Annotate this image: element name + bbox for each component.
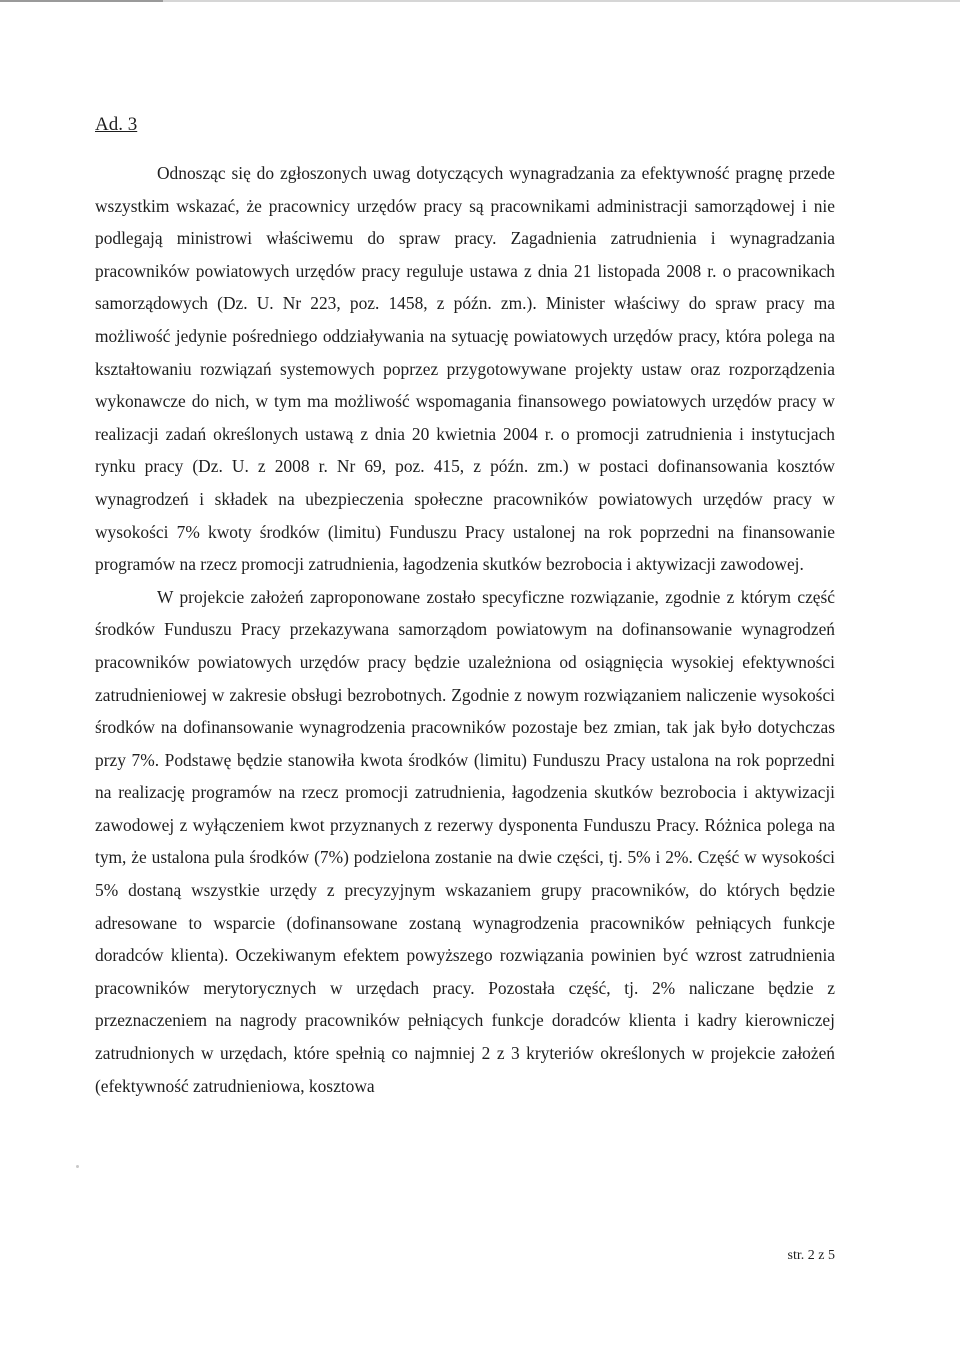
paragraph-2: W projekcie założeń zaproponowane zostało specyficzne rozwiązanie, zgodnie z którym część środków Funduszu Pracy przekazywana samorządom powiatowym na dofinansowanie wynagrodzeń pracowników powiatowych urzędów pracy będzie uzależniona od osiągnięcia wysokiej efektywności zatrudnieniowej w zakresie obsługi bezrobotnych. Zgodnie z nowym rozwiązaniem naliczenie wysokości środków na dofinansowanie wynagrodzenia pracowników pozostaje bez zmian, tak jak było dotychczas przy 7%. Podstawę będzie stanowiła kwota środków (limitu) Funduszu Pracy ustalona na rok poprzedni na realizację programów na rzecz promocji zatrudnienia, łagodzenia skutków bezrobocia i aktywizacji zawodowej z wyłączeniem kwot przyznanych z rezerwy dysponenta Funduszu Pracy. Różnica polega na tym, że ustalona pula środków (7%) podzielona zostanie na dwie części, tj. 5% i 2%. Część w wysokości 5% dostaną wszystkie urzędy z precyzyjnym wskazaniem grupy pracowników, do których będzie adresowane to wsparcie (dofinansowane zostaną wynagrodzenia pracowników pełniących funkcje doradców klienta). Oczekiwanym efektem powyższego rozwiązania powinien być wzrost zatrudnienia pracowników merytorycznych w urzędach pracy. Pozostała część, tj. 2% naliczane będzie z przeznaczeniem na nagrody pracowników pełniących funkcje doradców klienta i kadry kierowniczej zatrudnionych w urzędach, które spełnią co najmniej 2 z 3 kryteriów określonych w projekcie założeń (efektywność zatrudnieniowa, kosztowa: [95, 586, 835, 1096]
scan-edge-line: [0, 0, 960, 2]
page-number: str. 2 z 5: [787, 1248, 835, 1263]
document-page: [95, 111, 835, 1102]
scan-speck: [76, 1165, 79, 1168]
section-heading: Ad. 3: [95, 114, 138, 135]
paragraph-1: Odnosząc się do zgłoszonych uwag dotyczących wynagradzania za efektywność pragnę przede wszystkim wskazać, że pracownicy urzędów pracy są pracownikami administracji samorządowej i nie podlegają ministrowi właściwemu do spraw pracy. Zagadnienia zatrudnienia i wynagradzania pracowników powiatowych urzędów pracy reguluje ustawa z dnia 21 listopada 2008 r. o pracownikach samorządowych (Dz. U. Nr 223, poz. 1458, z późn. zm.). Minister właściwy do spraw pracy ma możliwość jedynie pośredniego oddziaływania na sytuację powiatowych urzędów pracy, która polega na kształtowaniu rozwiązań systemowych poprzez przygotowywane projekty ustaw oraz rozporządzenia wykonawcze do nich, w tym ma możliwość wspomagania finansowego powiatowych urzędów pracy w realizacji zadań określonych ustawą z dnia 20 kwietnia 2004 r. o promocji zatrudnienia i instytucjach rynku pracy (Dz. U. z 2008 r. Nr 69, poz. 415, z późn. zm.) w postaci dofinansowania kosztów wynagrodzeń i składek na ubezpieczenia społeczne pracowników powiatowych urzędów pracy w wysokości 7% kwoty środków (limitu) Funduszu Pracy ustalonej na rok poprzedni na finansowanie programów na rzecz promocji zatrudnienia, łagodzenia skutków bezrobocia i aktywizacji zawodowej.: [95, 163, 835, 575]
